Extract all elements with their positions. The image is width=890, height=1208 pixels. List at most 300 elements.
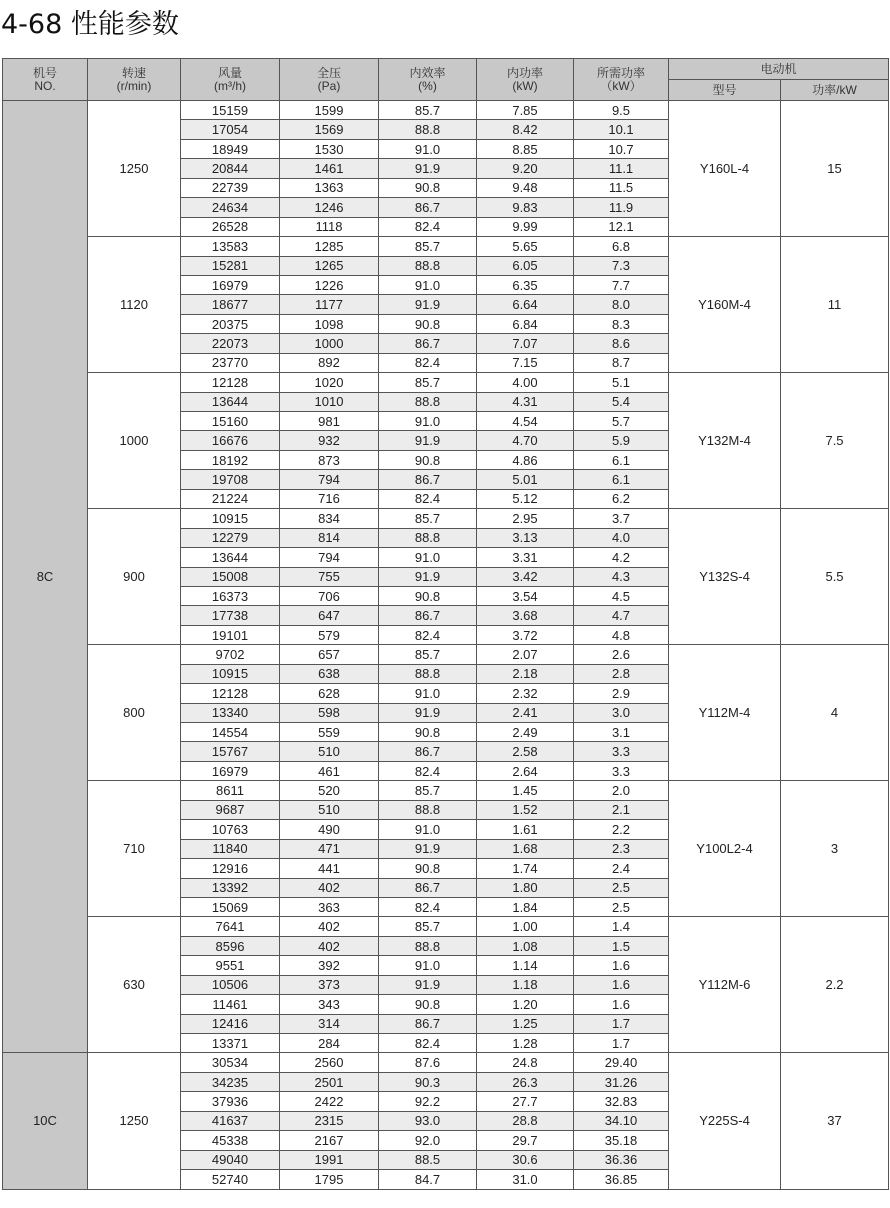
inner-power-cell: 4.70 bbox=[477, 431, 574, 450]
flow-cell: 16979 bbox=[181, 275, 280, 294]
efficiency-cell: 84.7 bbox=[379, 1170, 477, 1189]
required-power-cell: 7.7 bbox=[574, 275, 669, 294]
machine-no-cell: 10C bbox=[3, 1053, 88, 1189]
required-power-cell: 5.9 bbox=[574, 431, 669, 450]
required-power-cell: 32.83 bbox=[574, 1092, 669, 1111]
inner-power-cell: 9.20 bbox=[477, 159, 574, 178]
flow-cell: 26528 bbox=[181, 217, 280, 236]
flow-cell: 18949 bbox=[181, 139, 280, 158]
inner-power-cell: 2.58 bbox=[477, 742, 574, 761]
flow-cell: 17054 bbox=[181, 120, 280, 139]
required-power-cell: 6.1 bbox=[574, 450, 669, 469]
flow-cell: 18677 bbox=[181, 295, 280, 314]
efficiency-cell: 86.7 bbox=[379, 470, 477, 489]
efficiency-cell: 90.8 bbox=[379, 178, 477, 197]
inner-power-cell: 2.49 bbox=[477, 723, 574, 742]
inner-power-cell: 28.8 bbox=[477, 1111, 574, 1130]
inner-power-cell: 1.52 bbox=[477, 800, 574, 819]
pressure-cell: 647 bbox=[280, 606, 379, 625]
flow-cell: 49040 bbox=[181, 1150, 280, 1169]
required-power-cell: 4.2 bbox=[574, 548, 669, 567]
required-power-cell: 10.1 bbox=[574, 120, 669, 139]
motor-model-cell: Y132M-4 bbox=[669, 373, 781, 509]
inner-power-cell: 2.07 bbox=[477, 645, 574, 664]
required-power-cell: 8.3 bbox=[574, 314, 669, 333]
flow-cell: 12416 bbox=[181, 1014, 280, 1033]
flow-cell: 22739 bbox=[181, 178, 280, 197]
table-row bbox=[3, 373, 889, 392]
efficiency-cell: 91.9 bbox=[379, 431, 477, 450]
efficiency-cell: 92.2 bbox=[379, 1092, 477, 1111]
speed-cell: 1250 bbox=[88, 101, 181, 237]
pressure-cell: 892 bbox=[280, 353, 379, 372]
table-body bbox=[3, 101, 889, 1190]
required-power-cell: 12.1 bbox=[574, 217, 669, 236]
efficiency-cell: 88.8 bbox=[379, 936, 477, 955]
motor-power-cell: 2.2 bbox=[781, 917, 889, 1053]
inner-power-cell: 4.31 bbox=[477, 392, 574, 411]
table-header bbox=[3, 59, 889, 101]
required-power-cell: 4.8 bbox=[574, 625, 669, 644]
pressure-cell: 402 bbox=[280, 936, 379, 955]
flow-cell: 52740 bbox=[181, 1170, 280, 1189]
pressure-cell: 1285 bbox=[280, 237, 379, 256]
flow-cell: 34235 bbox=[181, 1072, 280, 1091]
efficiency-cell: 93.0 bbox=[379, 1111, 477, 1130]
speed-cell: 800 bbox=[88, 645, 181, 781]
inner-power-cell: 2.41 bbox=[477, 703, 574, 722]
pressure-cell: 314 bbox=[280, 1014, 379, 1033]
machine-no-cell: 8C bbox=[3, 101, 88, 1053]
required-power-cell: 31.26 bbox=[574, 1072, 669, 1091]
header-motor: 电动机 bbox=[669, 59, 889, 80]
pressure-cell: 2560 bbox=[280, 1053, 379, 1072]
pressure-cell: 657 bbox=[280, 645, 379, 664]
inner-power-cell: 29.7 bbox=[477, 1131, 574, 1150]
pressure-cell: 1000 bbox=[280, 334, 379, 353]
inner-power-cell: 7.15 bbox=[477, 353, 574, 372]
efficiency-cell: 90.3 bbox=[379, 1072, 477, 1091]
efficiency-cell: 85.7 bbox=[379, 917, 477, 936]
motor-power-cell: 4 bbox=[781, 645, 889, 781]
inner-power-cell: 8.85 bbox=[477, 139, 574, 158]
pressure-cell: 1246 bbox=[280, 198, 379, 217]
flow-cell: 30534 bbox=[181, 1053, 280, 1072]
efficiency-cell: 91.9 bbox=[379, 975, 477, 994]
pressure-cell: 1226 bbox=[280, 275, 379, 294]
flow-cell: 12128 bbox=[181, 373, 280, 392]
motor-model-cell: Y225S-4 bbox=[669, 1053, 781, 1189]
efficiency-cell: 85.7 bbox=[379, 645, 477, 664]
flow-cell: 16373 bbox=[181, 586, 280, 605]
pressure-cell: 579 bbox=[280, 625, 379, 644]
inner-power-cell: 9.99 bbox=[477, 217, 574, 236]
table-row bbox=[3, 781, 889, 800]
required-power-cell: 1.4 bbox=[574, 917, 669, 936]
performance-table bbox=[2, 58, 889, 1190]
header-flow: 风量 (m³/h) bbox=[181, 59, 280, 101]
inner-power-cell: 1.28 bbox=[477, 1034, 574, 1053]
inner-power-cell: 1.14 bbox=[477, 956, 574, 975]
speed-cell: 1250 bbox=[88, 1053, 181, 1189]
flow-cell: 11840 bbox=[181, 839, 280, 858]
header-motor-power: 功率/kW bbox=[781, 80, 889, 101]
pressure-cell: 2167 bbox=[280, 1131, 379, 1150]
efficiency-cell: 86.7 bbox=[379, 1014, 477, 1033]
required-power-cell: 2.0 bbox=[574, 781, 669, 800]
inner-power-cell: 1.68 bbox=[477, 839, 574, 858]
required-power-cell: 2.5 bbox=[574, 897, 669, 916]
inner-power-cell: 6.84 bbox=[477, 314, 574, 333]
pressure-cell: 1599 bbox=[280, 101, 379, 120]
inner-power-cell: 24.8 bbox=[477, 1053, 574, 1072]
inner-power-cell: 1.20 bbox=[477, 995, 574, 1014]
required-power-cell: 2.2 bbox=[574, 820, 669, 839]
required-power-cell: 5.7 bbox=[574, 412, 669, 431]
efficiency-cell: 92.0 bbox=[379, 1131, 477, 1150]
inner-power-cell: 8.42 bbox=[477, 120, 574, 139]
motor-model-cell: Y160L-4 bbox=[669, 101, 781, 237]
required-power-cell: 4.7 bbox=[574, 606, 669, 625]
required-power-cell: 3.0 bbox=[574, 703, 669, 722]
efficiency-cell: 91.9 bbox=[379, 703, 477, 722]
efficiency-cell: 86.7 bbox=[379, 334, 477, 353]
inner-power-cell: 6.64 bbox=[477, 295, 574, 314]
efficiency-cell: 90.8 bbox=[379, 450, 477, 469]
inner-power-cell: 9.83 bbox=[477, 198, 574, 217]
efficiency-cell: 85.7 bbox=[379, 781, 477, 800]
flow-cell: 10763 bbox=[181, 820, 280, 839]
required-power-cell: 35.18 bbox=[574, 1131, 669, 1150]
inner-power-cell: 1.74 bbox=[477, 859, 574, 878]
flow-cell: 13371 bbox=[181, 1034, 280, 1053]
required-power-cell: 11.1 bbox=[574, 159, 669, 178]
pressure-cell: 2501 bbox=[280, 1072, 379, 1091]
pressure-cell: 834 bbox=[280, 509, 379, 528]
motor-model-cell: Y100L2-4 bbox=[669, 781, 781, 917]
header-motor-model: 型号 bbox=[669, 80, 781, 101]
pressure-cell: 1569 bbox=[280, 120, 379, 139]
required-power-cell: 4.3 bbox=[574, 567, 669, 586]
header-machine-no: 机号 NO. bbox=[3, 59, 88, 101]
inner-power-cell: 3.13 bbox=[477, 528, 574, 547]
pressure-cell: 373 bbox=[280, 975, 379, 994]
required-power-cell: 7.3 bbox=[574, 256, 669, 275]
table-row bbox=[3, 101, 889, 120]
pressure-cell: 471 bbox=[280, 839, 379, 858]
required-power-cell: 3.1 bbox=[574, 723, 669, 742]
inner-power-cell: 1.25 bbox=[477, 1014, 574, 1033]
table-row bbox=[3, 509, 889, 528]
required-power-cell: 3.3 bbox=[574, 761, 669, 780]
inner-power-cell: 26.3 bbox=[477, 1072, 574, 1091]
header-required-power: 所需功率 （kW） bbox=[574, 59, 669, 101]
pressure-cell: 1461 bbox=[280, 159, 379, 178]
efficiency-cell: 82.4 bbox=[379, 217, 477, 236]
required-power-cell: 10.7 bbox=[574, 139, 669, 158]
required-power-cell: 1.7 bbox=[574, 1014, 669, 1033]
pressure-cell: 284 bbox=[280, 1034, 379, 1053]
efficiency-cell: 88.8 bbox=[379, 528, 477, 547]
motor-model-cell: Y112M-6 bbox=[669, 917, 781, 1053]
pressure-cell: 392 bbox=[280, 956, 379, 975]
inner-power-cell: 1.84 bbox=[477, 897, 574, 916]
pressure-cell: 1265 bbox=[280, 256, 379, 275]
pressure-cell: 1020 bbox=[280, 373, 379, 392]
header-efficiency: 内效率 (%) bbox=[379, 59, 477, 101]
required-power-cell: 2.4 bbox=[574, 859, 669, 878]
pressure-cell: 755 bbox=[280, 567, 379, 586]
inner-power-cell: 7.85 bbox=[477, 101, 574, 120]
flow-cell: 15159 bbox=[181, 101, 280, 120]
required-power-cell: 4.0 bbox=[574, 528, 669, 547]
flow-cell: 17738 bbox=[181, 606, 280, 625]
flow-cell: 13392 bbox=[181, 878, 280, 897]
flow-cell: 20375 bbox=[181, 314, 280, 333]
efficiency-cell: 91.9 bbox=[379, 295, 477, 314]
flow-cell: 21224 bbox=[181, 489, 280, 508]
pressure-cell: 638 bbox=[280, 664, 379, 683]
pressure-cell: 402 bbox=[280, 878, 379, 897]
motor-model-cell: Y132S-4 bbox=[669, 509, 781, 645]
required-power-cell: 1.6 bbox=[574, 995, 669, 1014]
efficiency-cell: 82.4 bbox=[379, 897, 477, 916]
pressure-cell: 598 bbox=[280, 703, 379, 722]
flow-cell: 16676 bbox=[181, 431, 280, 450]
required-power-cell: 36.36 bbox=[574, 1150, 669, 1169]
pressure-cell: 510 bbox=[280, 800, 379, 819]
flow-cell: 24634 bbox=[181, 198, 280, 217]
inner-power-cell: 3.54 bbox=[477, 586, 574, 605]
flow-cell: 13583 bbox=[181, 237, 280, 256]
motor-model-cell: Y160M-4 bbox=[669, 237, 781, 373]
required-power-cell: 6.2 bbox=[574, 489, 669, 508]
required-power-cell: 3.7 bbox=[574, 509, 669, 528]
flow-cell: 13644 bbox=[181, 392, 280, 411]
flow-cell: 18192 bbox=[181, 450, 280, 469]
efficiency-cell: 88.5 bbox=[379, 1150, 477, 1169]
pressure-cell: 981 bbox=[280, 412, 379, 431]
motor-power-cell: 7.5 bbox=[781, 373, 889, 509]
efficiency-cell: 82.4 bbox=[379, 761, 477, 780]
efficiency-cell: 91.9 bbox=[379, 567, 477, 586]
flow-cell: 45338 bbox=[181, 1131, 280, 1150]
page-title: 4-68 性能参数 bbox=[1, 9, 179, 40]
pressure-cell: 510 bbox=[280, 742, 379, 761]
pressure-cell: 441 bbox=[280, 859, 379, 878]
required-power-cell: 6.8 bbox=[574, 237, 669, 256]
inner-power-cell: 27.7 bbox=[477, 1092, 574, 1111]
required-power-cell: 2.9 bbox=[574, 684, 669, 703]
flow-cell: 23770 bbox=[181, 353, 280, 372]
efficiency-cell: 91.0 bbox=[379, 684, 477, 703]
flow-cell: 37936 bbox=[181, 1092, 280, 1111]
pressure-cell: 1010 bbox=[280, 392, 379, 411]
pressure-cell: 794 bbox=[280, 548, 379, 567]
flow-cell: 13644 bbox=[181, 548, 280, 567]
inner-power-cell: 2.18 bbox=[477, 664, 574, 683]
table-row bbox=[3, 1053, 889, 1072]
flow-cell: 7641 bbox=[181, 917, 280, 936]
inner-power-cell: 31.0 bbox=[477, 1170, 574, 1189]
required-power-cell: 5.4 bbox=[574, 392, 669, 411]
required-power-cell: 34.10 bbox=[574, 1111, 669, 1130]
efficiency-cell: 82.4 bbox=[379, 353, 477, 372]
efficiency-cell: 90.8 bbox=[379, 723, 477, 742]
pressure-cell: 559 bbox=[280, 723, 379, 742]
speed-cell: 1000 bbox=[88, 373, 181, 509]
header-inner-power: 内功率 (kW) bbox=[477, 59, 574, 101]
required-power-cell: 1.5 bbox=[574, 936, 669, 955]
efficiency-cell: 91.0 bbox=[379, 275, 477, 294]
required-power-cell: 9.5 bbox=[574, 101, 669, 120]
motor-power-cell: 3 bbox=[781, 781, 889, 917]
inner-power-cell: 2.95 bbox=[477, 509, 574, 528]
required-power-cell: 8.0 bbox=[574, 295, 669, 314]
flow-cell: 10915 bbox=[181, 664, 280, 683]
inner-power-cell: 1.08 bbox=[477, 936, 574, 955]
pressure-cell: 363 bbox=[280, 897, 379, 916]
efficiency-cell: 85.7 bbox=[379, 509, 477, 528]
required-power-cell: 8.7 bbox=[574, 353, 669, 372]
header-speed: 转速 (r/min) bbox=[88, 59, 181, 101]
flow-cell: 15767 bbox=[181, 742, 280, 761]
table-row bbox=[3, 237, 889, 256]
pressure-cell: 490 bbox=[280, 820, 379, 839]
motor-power-cell: 37 bbox=[781, 1053, 889, 1189]
flow-cell: 11461 bbox=[181, 995, 280, 1014]
inner-power-cell: 4.00 bbox=[477, 373, 574, 392]
efficiency-cell: 88.8 bbox=[379, 392, 477, 411]
flow-cell: 9551 bbox=[181, 956, 280, 975]
pressure-cell: 716 bbox=[280, 489, 379, 508]
efficiency-cell: 91.9 bbox=[379, 159, 477, 178]
flow-cell: 19101 bbox=[181, 625, 280, 644]
inner-power-cell: 1.61 bbox=[477, 820, 574, 839]
efficiency-cell: 91.0 bbox=[379, 412, 477, 431]
flow-cell: 10506 bbox=[181, 975, 280, 994]
pressure-cell: 706 bbox=[280, 586, 379, 605]
pressure-cell: 343 bbox=[280, 995, 379, 1014]
efficiency-cell: 82.4 bbox=[379, 1034, 477, 1053]
efficiency-cell: 87.6 bbox=[379, 1053, 477, 1072]
efficiency-cell: 86.7 bbox=[379, 878, 477, 897]
inner-power-cell: 7.07 bbox=[477, 334, 574, 353]
inner-power-cell: 6.35 bbox=[477, 275, 574, 294]
pressure-cell: 814 bbox=[280, 528, 379, 547]
inner-power-cell: 1.45 bbox=[477, 781, 574, 800]
efficiency-cell: 88.8 bbox=[379, 120, 477, 139]
efficiency-cell: 85.7 bbox=[379, 373, 477, 392]
efficiency-cell: 86.7 bbox=[379, 198, 477, 217]
efficiency-cell: 85.7 bbox=[379, 101, 477, 120]
required-power-cell: 2.1 bbox=[574, 800, 669, 819]
motor-power-cell: 11 bbox=[781, 237, 889, 373]
required-power-cell: 5.1 bbox=[574, 373, 669, 392]
pressure-cell: 932 bbox=[280, 431, 379, 450]
inner-power-cell: 3.68 bbox=[477, 606, 574, 625]
motor-power-cell: 5.5 bbox=[781, 509, 889, 645]
inner-power-cell: 5.65 bbox=[477, 237, 574, 256]
inner-power-cell: 30.6 bbox=[477, 1150, 574, 1169]
required-power-cell: 4.5 bbox=[574, 586, 669, 605]
efficiency-cell: 91.0 bbox=[379, 548, 477, 567]
pressure-cell: 628 bbox=[280, 684, 379, 703]
efficiency-cell: 86.7 bbox=[379, 606, 477, 625]
flow-cell: 15281 bbox=[181, 256, 280, 275]
header-pressure: 全压 (Pa) bbox=[280, 59, 379, 101]
required-power-cell: 1.7 bbox=[574, 1034, 669, 1053]
required-power-cell: 11.5 bbox=[574, 178, 669, 197]
flow-cell: 22073 bbox=[181, 334, 280, 353]
inner-power-cell: 1.00 bbox=[477, 917, 574, 936]
table-row bbox=[3, 645, 889, 664]
pressure-cell: 402 bbox=[280, 917, 379, 936]
inner-power-cell: 6.05 bbox=[477, 256, 574, 275]
flow-cell: 41637 bbox=[181, 1111, 280, 1130]
pressure-cell: 1991 bbox=[280, 1150, 379, 1169]
inner-power-cell: 1.80 bbox=[477, 878, 574, 897]
flow-cell: 20844 bbox=[181, 159, 280, 178]
flow-cell: 10915 bbox=[181, 509, 280, 528]
pressure-cell: 1795 bbox=[280, 1170, 379, 1189]
efficiency-cell: 88.8 bbox=[379, 800, 477, 819]
required-power-cell: 3.3 bbox=[574, 742, 669, 761]
pressure-cell: 2315 bbox=[280, 1111, 379, 1130]
pressure-cell: 461 bbox=[280, 761, 379, 780]
flow-cell: 12279 bbox=[181, 528, 280, 547]
inner-power-cell: 4.54 bbox=[477, 412, 574, 431]
efficiency-cell: 90.8 bbox=[379, 586, 477, 605]
inner-power-cell: 9.48 bbox=[477, 178, 574, 197]
pressure-cell: 520 bbox=[280, 781, 379, 800]
inner-power-cell: 3.31 bbox=[477, 548, 574, 567]
efficiency-cell: 91.0 bbox=[379, 820, 477, 839]
motor-model-cell: Y112M-4 bbox=[669, 645, 781, 781]
pressure-cell: 2422 bbox=[280, 1092, 379, 1111]
efficiency-cell: 88.8 bbox=[379, 256, 477, 275]
required-power-cell: 6.1 bbox=[574, 470, 669, 489]
flow-cell: 9702 bbox=[181, 645, 280, 664]
efficiency-cell: 82.4 bbox=[379, 625, 477, 644]
inner-power-cell: 1.18 bbox=[477, 975, 574, 994]
required-power-cell: 2.6 bbox=[574, 645, 669, 664]
required-power-cell: 1.6 bbox=[574, 956, 669, 975]
efficiency-cell: 90.8 bbox=[379, 859, 477, 878]
efficiency-cell: 88.8 bbox=[379, 664, 477, 683]
required-power-cell: 2.3 bbox=[574, 839, 669, 858]
motor-power-cell: 15 bbox=[781, 101, 889, 237]
flow-cell: 9687 bbox=[181, 800, 280, 819]
speed-cell: 1120 bbox=[88, 237, 181, 373]
required-power-cell: 11.9 bbox=[574, 198, 669, 217]
table-row bbox=[3, 917, 889, 936]
inner-power-cell: 3.72 bbox=[477, 625, 574, 644]
efficiency-cell: 91.9 bbox=[379, 839, 477, 858]
required-power-cell: 29.40 bbox=[574, 1053, 669, 1072]
speed-cell: 710 bbox=[88, 781, 181, 917]
efficiency-cell: 91.0 bbox=[379, 956, 477, 975]
pressure-cell: 1098 bbox=[280, 314, 379, 333]
inner-power-cell: 2.64 bbox=[477, 761, 574, 780]
efficiency-cell: 82.4 bbox=[379, 489, 477, 508]
required-power-cell: 8.6 bbox=[574, 334, 669, 353]
inner-power-cell: 2.32 bbox=[477, 684, 574, 703]
flow-cell: 12128 bbox=[181, 684, 280, 703]
pressure-cell: 1177 bbox=[280, 295, 379, 314]
pressure-cell: 1118 bbox=[280, 217, 379, 236]
speed-cell: 900 bbox=[88, 509, 181, 645]
